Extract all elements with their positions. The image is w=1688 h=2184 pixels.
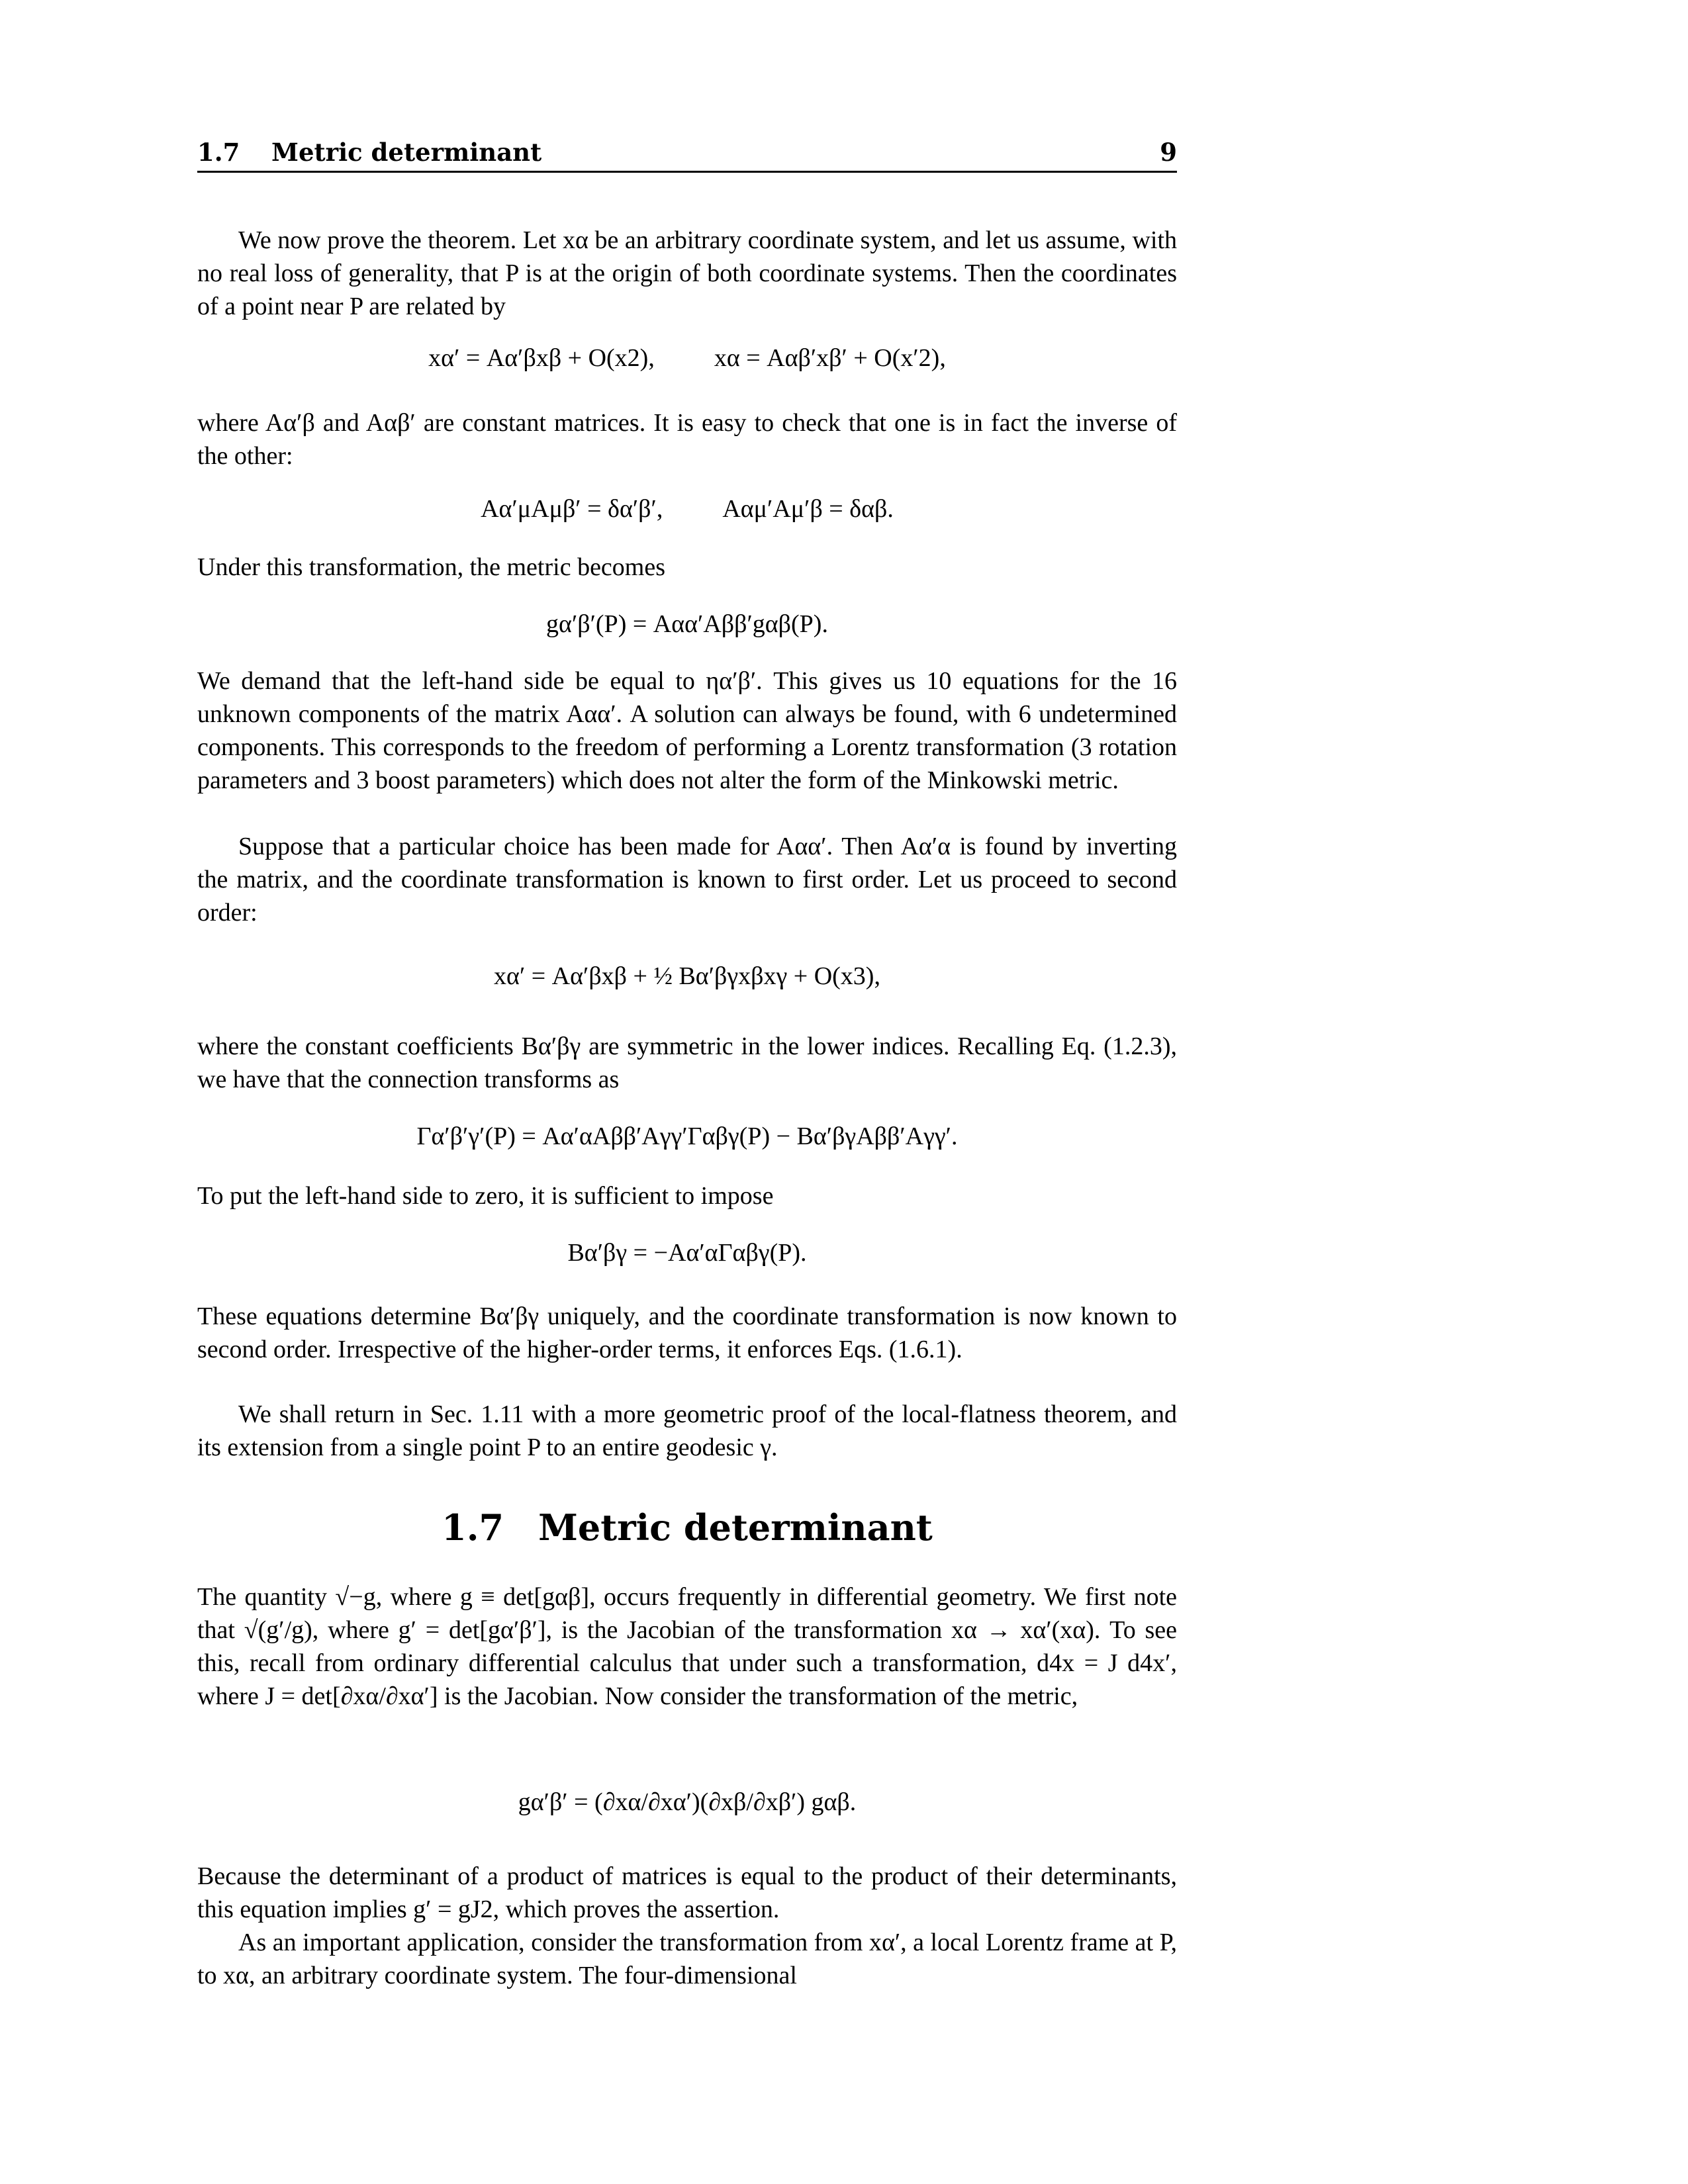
paragraph-12: As an important application, consider the transformation from xα′, a local Lorentz frame at P, to xα, an arbitrary coordinate system. The four-dimensional	[197, 1929, 1177, 1989]
running-header	[197, 138, 1177, 173]
paragraph-10: The quantity √−g, where g ≡ det[gαβ], occurs frequently in differential geometry. We first note that √(g′/g), where g′ = det[gα′β′], is the Jacobian of the transformation xα → xα′(xα). To see this, recall from ordinary differential calculus that under such a transformation, d4x = J d4x′, where J = det[∂xα/∂xα′] is the Jacobian. Now consider the transformation of the metric,	[197, 1583, 1177, 1710]
equation-inverse: xα = Aαβ′xβ′ + O(x′2),	[714, 344, 946, 372]
paragraph-9: We shall return in Sec. 1.11 with a more geometric proof of the local-flatness theorem, and its extension from a single point P to an entire geodesic γ.	[197, 1400, 1177, 1461]
paragraph-4: We demand that the left-hand side be equal to ηα′β′. This gives us 10 equations for the 16 unknown components of the matrix Aαα′. A solution can always be found, with 6 undetermined components. This corresponds to the freedom of performing a Lorentz transformation (3 rotation parameters and 3 boost parameters) which does not alter the form of the Minkowski metric.	[197, 667, 1177, 794]
section-heading	[197, 1506, 1177, 1549]
equation-forward: xα′ = Aα′βxβ + O(x2),	[428, 344, 655, 372]
equation-coordinate-relation	[197, 341, 1177, 375]
equation-metric-transform: gα′β′(P) = Aαα′Aββ′gαβ(P).	[546, 610, 828, 638]
equation-inverse-matrices	[197, 492, 1177, 525]
equation-metric-jacobian: gα′β′ = (∂xα/∂xα′)(∂xβ/∂xβ′) gαβ.	[518, 1788, 857, 1816]
section-heading-title: Metric determinant	[538, 1506, 933, 1549]
paragraph-11: Because the determinant of a product of matrices is equal to the product of their determinants, this equation implies g′ = gJ2, which proves the assertion.	[197, 1862, 1177, 1923]
equation-second-order: xα′ = Aα′βxβ + ½ Bα′βγxβxγ + O(x3),	[494, 962, 880, 990]
paragraph-3: Under this transformation, the metric becomes	[197, 553, 666, 581]
header-section-title: Metric determinant	[271, 138, 542, 167]
paragraph-2: where Aα′β and Aαβ′ are constant matrices. It is easy to check that one is in fact the inverse of the other:	[197, 409, 1177, 470]
paragraph-1: We now prove the theorem. Let xα be an arbitrary coordinate system, and let us assume, with no real loss of generality, that P is at the origin of both coordinate systems. Then the coordinates of a point near P are related by	[197, 226, 1177, 320]
paragraph-6: where the constant coefficients Bα′βγ are symmetric in the lower indices. Recalling Eq. (1.2.3), we have that the connection transforms as	[197, 1032, 1177, 1093]
paragraph-5: Suppose that a particular choice has been made for Aαα′. Then Aα′α is found by inverting the matrix, and the coordinate transformation is known to first order. Let us proceed to second order:	[197, 833, 1177, 927]
equation-connection-transform: Γα′β′γ′(P) = Aα′αAββ′Aγγ′Γαβγ(P) − Bα′βγAββ′Aγγ′.	[416, 1122, 958, 1150]
paragraph-7: To put the left-hand side to zero, it is sufficient to impose	[197, 1182, 774, 1210]
equation-impose: Bα′βγ = −Aα′αΓαβγ(P).	[567, 1239, 807, 1267]
header-section-number: 1.7	[197, 138, 240, 167]
equation-inverse-left: Aα′μAμβ′ = δα′β′,	[481, 495, 663, 523]
equation-inverse-right: Aαμ′Aμ′β = δαβ.	[722, 495, 894, 523]
paragraph-8: These equations determine Bα′βγ uniquely, and the coordinate transformation is now known to second order. Irrespective of the higher-order terms, it enforces Eqs. (1.6.1).	[197, 1302, 1177, 1363]
section-heading-number: 1.7	[442, 1506, 504, 1549]
page-number: 9	[1160, 138, 1177, 167]
